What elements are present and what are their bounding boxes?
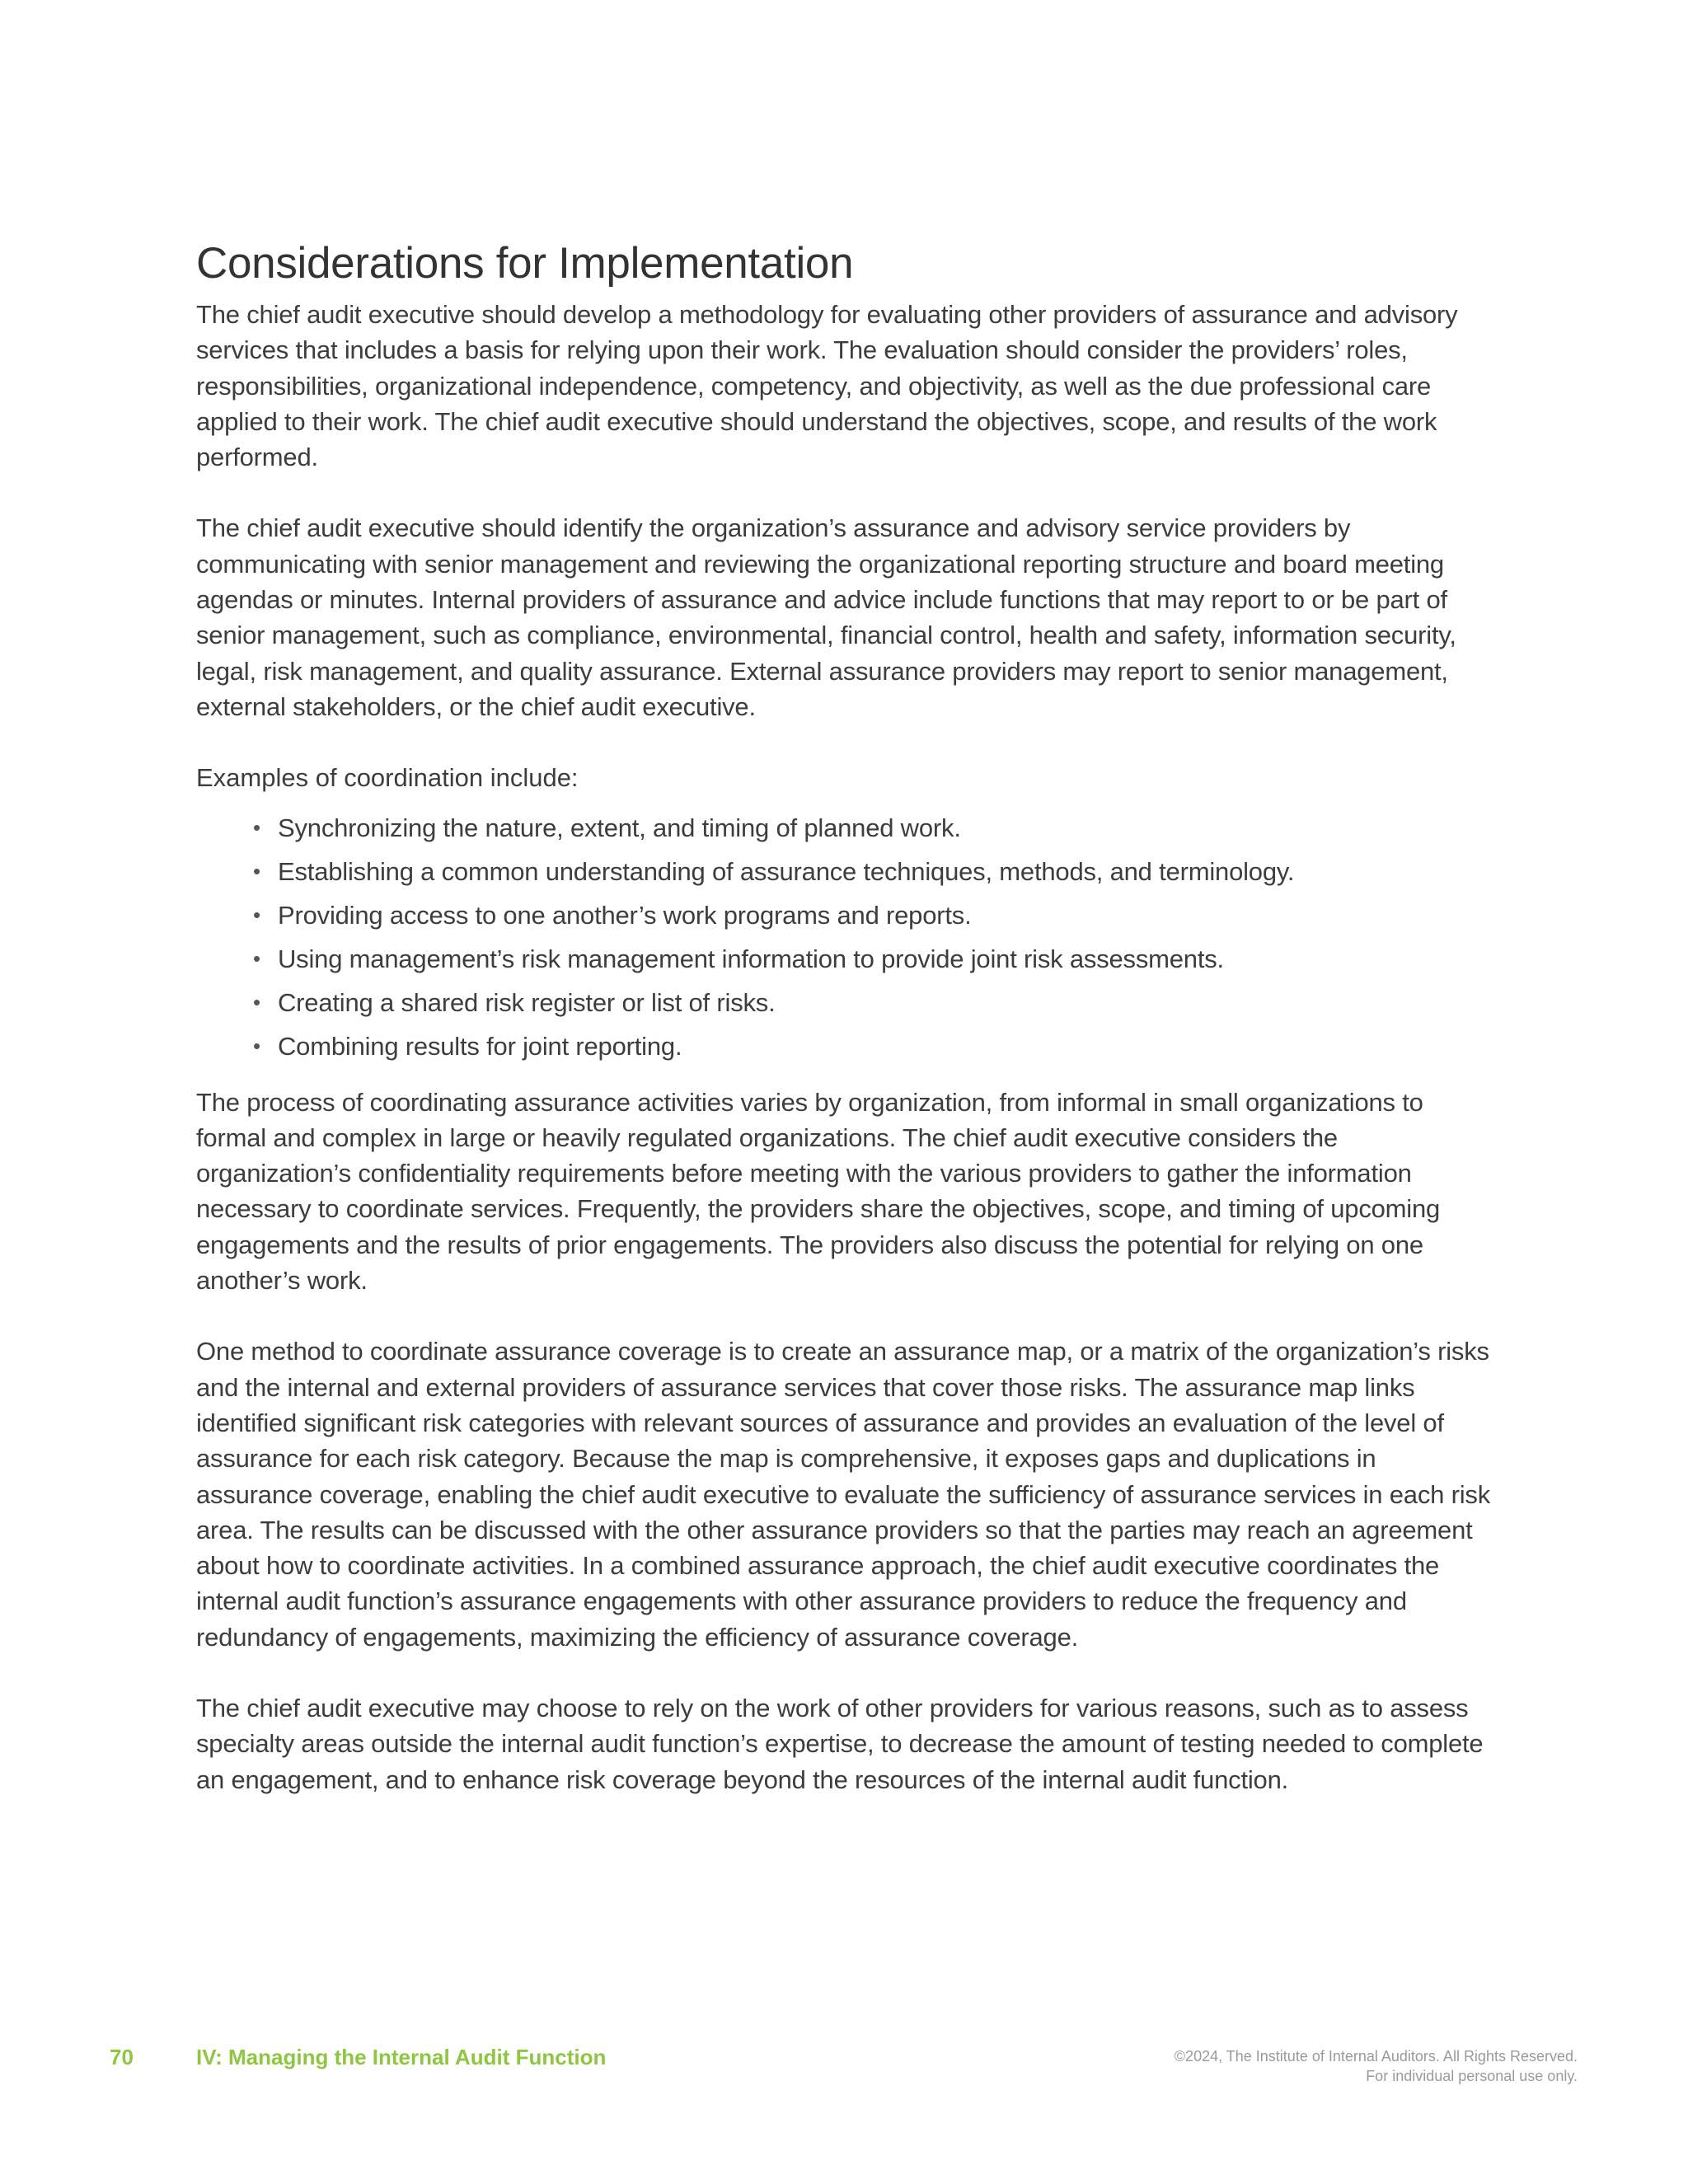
paragraph: The chief audit executive should develop a methodology for evaluating other providers of assurance and advisory services that includes a basis for relying upon their work. The evaluation should consider the providers’ roles, responsibilities, organizational independence, competency, and objectivity, as well as the due professional care applied to their work. The chief audit executive should understand the objectives, scope, and results of the work performed.: [196, 300, 1458, 472]
paragraph: The chief audit executive should identify the organization’s assurance and advisory service providers by communicating with senior management and reviewing the organizational reporting structure and board meeting agendas or minutes. Internal providers of assurance and advice include functions that may report to or be part of senior management, such as compliance, environmental, financial control, health and safety, information security, legal, risk management, and quality assurance. External assurance providers may report to senior management, external stakeholders, or the chief audit executive.: [196, 513, 1456, 721]
footer-section-title: IV: Managing the Internal Audit Function: [196, 2045, 607, 2069]
list-item: [196, 1024, 1498, 1068]
paragraph: The process of coordinating assurance activities varies by organization, from informal in small organizations to formal and complex in large or heavily regulated organizations. The chief audit executive considers the organization’s confidentiality requirements before meeting with the various providers to gather the information necessary to coordinate services. Frequently, the providers share the objectives, scope, and timing of upcoming engagements and the results of prior engagements. The providers also discuss the potential for relying on one another’s work.: [196, 1087, 1441, 1296]
bullet-icon: •: [253, 989, 260, 1015]
copyright-line: ©2024, The Institute of Internal Auditors. All Rights Reserved.: [1174, 2048, 1578, 2064]
list-item: [196, 937, 1498, 981]
list-item-text: Providing access to one another’s work programs and reports.: [278, 900, 972, 930]
list-item: [196, 981, 1498, 1024]
bullet-icon: •: [253, 902, 260, 927]
paragraph: The chief audit executive may choose to rely on the work of other providers for various reasons, such as to assess specialty areas outside the internal audit function’s expertise, to decrease the amount of testing needed to complete an engagement, and to enhance risk coverage beyond the resources of the internal audit function.: [196, 1694, 1484, 1794]
section-heading: Considerations for Implementation: [196, 239, 854, 288]
copyright-notice: [1175, 2046, 1578, 2086]
list-item-text: Combining results for joint reporting.: [278, 1031, 682, 1061]
page-number: 70: [110, 2045, 134, 2069]
bullet-icon: •: [253, 945, 260, 971]
list-item-text: Using management’s risk management information to provide joint risk assessments.: [278, 944, 1224, 973]
list-item: [196, 850, 1498, 893]
main-content: [196, 239, 1498, 1833]
usage-note: For individual personal use only.: [1366, 2068, 1578, 2084]
list-item-text: Creating a shared risk register or list of risks.: [278, 987, 776, 1017]
bullet-icon: •: [253, 814, 260, 840]
list-item: [196, 893, 1498, 937]
coordination-examples-list: [196, 806, 1498, 1068]
bullet-icon: •: [253, 1033, 260, 1058]
list-item: [196, 806, 1498, 850]
list-item-text: Synchronizing the nature, extent, and timing of planned work.: [278, 813, 961, 842]
list-item-text: Establishing a common understanding of assurance techniques, methods, and terminology.: [278, 856, 1295, 886]
bullet-icon: •: [253, 858, 260, 883]
paragraph: One method to coordinate assurance coverage is to create an assurance map, or a matrix of the organization’s risks and the internal and external providers of assurance services that cover those risks. The assurance map links identified significant risk categories with relevant sources of assurance and provides an evaluation of the level of assurance for each risk category. Because the map is comprehensive, it exposes gaps and duplications in assurance coverage, enabling the chief audit executive to evaluate the sufficiency of assurance services in each risk area. The results can be discussed with the other assurance providers so that the parties may reach an agreement about how to coordinate activities. In a combined assurance approach, the chief audit executive coordinates the internal audit function’s assurance engagements with other assurance providers to reduce the frequency and redundancy of engagements, maximizing the efficiency of assurance coverage.: [196, 1337, 1490, 1652]
list-intro: Examples of coordination include:: [196, 763, 579, 793]
